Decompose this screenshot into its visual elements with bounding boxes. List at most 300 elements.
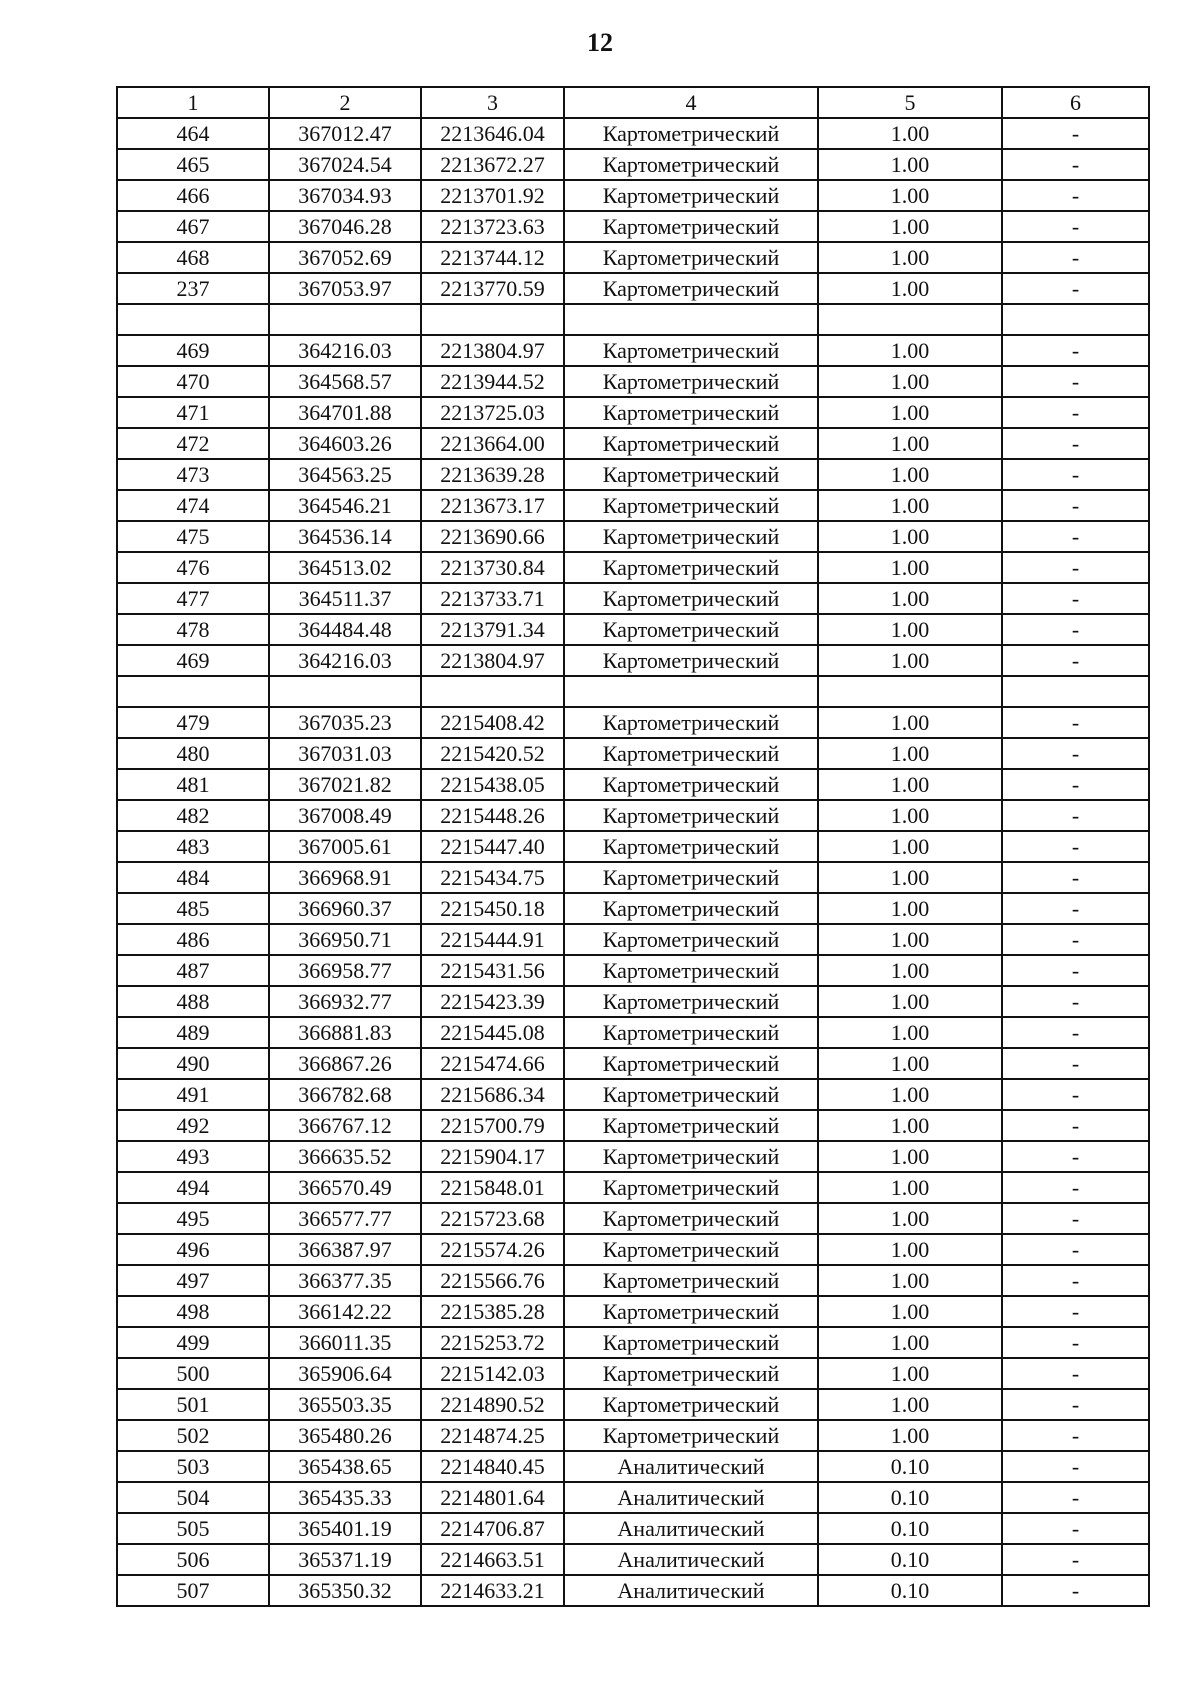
accuracy-cell: 1.00 <box>818 986 1002 1017</box>
table-row <box>117 862 1149 893</box>
method-cell: Аналитический <box>564 1451 818 1482</box>
x-coordinate-cell: 367052.69 <box>269 242 421 273</box>
table-row <box>117 1296 1149 1327</box>
table-row <box>117 893 1149 924</box>
note-cell: - <box>1002 924 1149 955</box>
accuracy-cell: 1.00 <box>818 211 1002 242</box>
method-cell: Аналитический <box>564 1513 818 1544</box>
note-cell: - <box>1002 862 1149 893</box>
x-coordinate-cell: 365435.33 <box>269 1482 421 1513</box>
table-row <box>117 242 1149 273</box>
point-number-cell: 467 <box>117 211 269 242</box>
table-row <box>117 1451 1149 1482</box>
table-row <box>117 1482 1149 1513</box>
table-row <box>117 1389 1149 1420</box>
table-row <box>117 1420 1149 1451</box>
note-cell: - <box>1002 955 1149 986</box>
accuracy-cell: 1.00 <box>818 924 1002 955</box>
x-coordinate-cell: 364563.25 <box>269 459 421 490</box>
table-row <box>117 1358 1149 1389</box>
note-cell: - <box>1002 1141 1149 1172</box>
point-number-cell: 489 <box>117 1017 269 1048</box>
x-coordinate-cell: 364546.21 <box>269 490 421 521</box>
y-coordinate-cell: 2214663.51 <box>421 1544 564 1575</box>
accuracy-cell: 1.00 <box>818 893 1002 924</box>
note-cell: - <box>1002 521 1149 552</box>
point-number-cell: 495 <box>117 1203 269 1234</box>
table-row <box>117 1172 1149 1203</box>
x-coordinate-cell: 367012.47 <box>269 118 421 149</box>
accuracy-cell: 1.00 <box>818 800 1002 831</box>
note-cell: - <box>1002 242 1149 273</box>
x-coordinate-cell: 367031.03 <box>269 738 421 769</box>
accuracy-cell: 0.10 <box>818 1544 1002 1575</box>
table-row <box>117 1234 1149 1265</box>
x-coordinate-cell: 366960.37 <box>269 893 421 924</box>
y-coordinate-cell: 2215450.18 <box>421 893 564 924</box>
table-row <box>117 149 1149 180</box>
y-coordinate-cell: 2213664.00 <box>421 428 564 459</box>
point-number-cell: 502 <box>117 1420 269 1451</box>
note-cell: - <box>1002 1482 1149 1513</box>
note-cell: - <box>1002 831 1149 862</box>
point-number-cell: 505 <box>117 1513 269 1544</box>
point-number-cell: 478 <box>117 614 269 645</box>
method-cell: Картометрический <box>564 211 818 242</box>
coordinates-table <box>116 86 1150 1607</box>
table-row <box>117 1048 1149 1079</box>
y-coordinate-cell <box>421 304 564 335</box>
method-cell: Картометрический <box>564 1420 818 1451</box>
point-number-cell: 507 <box>117 1575 269 1606</box>
method-cell: Картометрический <box>564 893 818 924</box>
accuracy-cell: 1.00 <box>818 1172 1002 1203</box>
method-cell: Аналитический <box>564 1482 818 1513</box>
method-cell: Картометрический <box>564 1203 818 1234</box>
column-header: 1 <box>117 87 269 118</box>
accuracy-cell: 1.00 <box>818 459 1002 490</box>
note-cell: - <box>1002 1575 1149 1606</box>
x-coordinate-cell: 364216.03 <box>269 335 421 366</box>
method-cell <box>564 676 818 707</box>
y-coordinate-cell: 2213744.12 <box>421 242 564 273</box>
y-coordinate-cell: 2213730.84 <box>421 552 564 583</box>
y-coordinate-cell: 2213804.97 <box>421 335 564 366</box>
accuracy-cell: 1.00 <box>818 149 1002 180</box>
note-cell <box>1002 676 1149 707</box>
point-number-cell: 474 <box>117 490 269 521</box>
point-number-cell: 473 <box>117 459 269 490</box>
accuracy-cell: 1.00 <box>818 738 1002 769</box>
point-number-cell: 472 <box>117 428 269 459</box>
note-cell: - <box>1002 738 1149 769</box>
accuracy-cell: 1.00 <box>818 521 1002 552</box>
point-number-cell: 494 <box>117 1172 269 1203</box>
method-cell: Картометрический <box>564 490 818 521</box>
point-number-cell: 497 <box>117 1265 269 1296</box>
accuracy-cell: 1.00 <box>818 552 1002 583</box>
x-coordinate-cell: 365438.65 <box>269 1451 421 1482</box>
method-cell: Картометрический <box>564 614 818 645</box>
table-row <box>117 180 1149 211</box>
note-cell: - <box>1002 180 1149 211</box>
accuracy-cell <box>818 304 1002 335</box>
accuracy-cell: 1.00 <box>818 1203 1002 1234</box>
table-row <box>117 583 1149 614</box>
accuracy-cell: 1.00 <box>818 1420 1002 1451</box>
table-row <box>117 1017 1149 1048</box>
method-cell: Картометрический <box>564 521 818 552</box>
table-row <box>117 335 1149 366</box>
x-coordinate-cell: 366577.77 <box>269 1203 421 1234</box>
table-row <box>117 1141 1149 1172</box>
note-cell: - <box>1002 552 1149 583</box>
y-coordinate-cell: 2214874.25 <box>421 1420 564 1451</box>
note-cell: - <box>1002 1420 1149 1451</box>
method-cell: Картометрический <box>564 1048 818 1079</box>
accuracy-cell: 0.10 <box>818 1575 1002 1606</box>
y-coordinate-cell: 2213791.34 <box>421 614 564 645</box>
column-header: 2 <box>269 87 421 118</box>
note-cell: - <box>1002 1327 1149 1358</box>
y-coordinate-cell: 2213639.28 <box>421 459 564 490</box>
y-coordinate-cell: 2213673.17 <box>421 490 564 521</box>
table-row <box>117 490 1149 521</box>
method-cell: Картометрический <box>564 1110 818 1141</box>
method-cell: Картометрический <box>564 397 818 428</box>
accuracy-cell: 1.00 <box>818 1079 1002 1110</box>
point-number-cell: 469 <box>117 645 269 676</box>
point-number-cell: 482 <box>117 800 269 831</box>
table-body <box>117 87 1149 1606</box>
note-cell: - <box>1002 1017 1149 1048</box>
x-coordinate-cell: 367035.23 <box>269 707 421 738</box>
y-coordinate-cell: 2213690.66 <box>421 521 564 552</box>
accuracy-cell: 1.00 <box>818 1296 1002 1327</box>
table-row <box>117 118 1149 149</box>
x-coordinate-cell: 366570.49 <box>269 1172 421 1203</box>
table-row <box>117 1265 1149 1296</box>
point-number-cell: 499 <box>117 1327 269 1358</box>
point-number-cell: 483 <box>117 831 269 862</box>
accuracy-cell: 1.00 <box>818 273 1002 304</box>
point-number-cell: 485 <box>117 893 269 924</box>
column-header: 5 <box>818 87 1002 118</box>
method-cell: Картометрический <box>564 1234 818 1265</box>
x-coordinate-cell: 364513.02 <box>269 552 421 583</box>
table-row <box>117 521 1149 552</box>
note-cell: - <box>1002 211 1149 242</box>
table-row <box>117 986 1149 1017</box>
x-coordinate-cell: 366932.77 <box>269 986 421 1017</box>
x-coordinate-cell: 367034.93 <box>269 180 421 211</box>
accuracy-cell: 1.00 <box>818 1389 1002 1420</box>
x-coordinate-cell: 365906.64 <box>269 1358 421 1389</box>
point-number-cell: 464 <box>117 118 269 149</box>
note-cell: - <box>1002 366 1149 397</box>
table-row <box>117 1513 1149 1544</box>
x-coordinate-cell: 365503.35 <box>269 1389 421 1420</box>
separator-row <box>117 676 1149 707</box>
note-cell: - <box>1002 707 1149 738</box>
method-cell: Аналитический <box>564 1575 818 1606</box>
table-row <box>117 459 1149 490</box>
table-row <box>117 366 1149 397</box>
x-coordinate-cell: 366635.52 <box>269 1141 421 1172</box>
table-row <box>117 645 1149 676</box>
method-cell: Картометрический <box>564 583 818 614</box>
y-coordinate-cell: 2213804.97 <box>421 645 564 676</box>
table-row <box>117 397 1149 428</box>
note-cell: - <box>1002 1079 1149 1110</box>
x-coordinate-cell: 364536.14 <box>269 521 421 552</box>
method-cell: Картометрический <box>564 800 818 831</box>
accuracy-cell: 0.10 <box>818 1451 1002 1482</box>
method-cell: Картометрический <box>564 955 818 986</box>
note-cell: - <box>1002 1451 1149 1482</box>
table-row <box>117 552 1149 583</box>
method-cell: Картометрический <box>564 149 818 180</box>
x-coordinate-cell: 365401.19 <box>269 1513 421 1544</box>
method-cell: Аналитический <box>564 1544 818 1575</box>
table-row <box>117 1544 1149 1575</box>
point-number-cell: 490 <box>117 1048 269 1079</box>
accuracy-cell: 1.00 <box>818 769 1002 800</box>
point-number-cell: 504 <box>117 1482 269 1513</box>
point-number-cell: 476 <box>117 552 269 583</box>
x-coordinate-cell: 366881.83 <box>269 1017 421 1048</box>
table-row <box>117 924 1149 955</box>
y-coordinate-cell: 2213725.03 <box>421 397 564 428</box>
x-coordinate-cell: 366387.97 <box>269 1234 421 1265</box>
note-cell: - <box>1002 1389 1149 1420</box>
method-cell: Картометрический <box>564 118 818 149</box>
point-number-cell: 484 <box>117 862 269 893</box>
note-cell: - <box>1002 1172 1149 1203</box>
method-cell: Картометрический <box>564 242 818 273</box>
point-number-cell: 498 <box>117 1296 269 1327</box>
y-coordinate-cell: 2215431.56 <box>421 955 564 986</box>
y-coordinate-cell: 2215566.76 <box>421 1265 564 1296</box>
note-cell: - <box>1002 800 1149 831</box>
x-coordinate-cell: 365350.32 <box>269 1575 421 1606</box>
x-coordinate-cell: 367024.54 <box>269 149 421 180</box>
accuracy-cell: 1.00 <box>818 583 1002 614</box>
method-cell: Картометрический <box>564 1141 818 1172</box>
x-coordinate-cell: 366968.91 <box>269 862 421 893</box>
accuracy-cell: 1.00 <box>818 180 1002 211</box>
y-coordinate-cell: 2213723.63 <box>421 211 564 242</box>
note-cell: - <box>1002 490 1149 521</box>
accuracy-cell: 1.00 <box>818 1048 1002 1079</box>
y-coordinate-cell: 2213944.52 <box>421 366 564 397</box>
accuracy-cell: 1.00 <box>818 366 1002 397</box>
y-coordinate-cell <box>421 676 564 707</box>
point-number-cell: 500 <box>117 1358 269 1389</box>
method-cell: Картометрический <box>564 645 818 676</box>
note-cell: - <box>1002 149 1149 180</box>
note-cell: - <box>1002 1296 1149 1327</box>
y-coordinate-cell: 2214633.21 <box>421 1575 564 1606</box>
note-cell: - <box>1002 1265 1149 1296</box>
point-number-cell: 486 <box>117 924 269 955</box>
method-cell <box>564 304 818 335</box>
y-coordinate-cell: 2214890.52 <box>421 1389 564 1420</box>
note-cell <box>1002 304 1149 335</box>
point-number-cell <box>117 676 269 707</box>
y-coordinate-cell: 2215904.17 <box>421 1141 564 1172</box>
note-cell: - <box>1002 583 1149 614</box>
method-cell: Картометрический <box>564 831 818 862</box>
table-row <box>117 1110 1149 1141</box>
method-cell: Картометрический <box>564 1079 818 1110</box>
table-row <box>117 1327 1149 1358</box>
x-coordinate-cell: 365480.26 <box>269 1420 421 1451</box>
note-cell: - <box>1002 273 1149 304</box>
accuracy-cell: 1.00 <box>818 645 1002 676</box>
table-row <box>117 614 1149 645</box>
y-coordinate-cell: 2215253.72 <box>421 1327 564 1358</box>
page-number: 12 <box>587 28 613 57</box>
column-header: 4 <box>564 87 818 118</box>
note-cell: - <box>1002 397 1149 428</box>
x-coordinate-cell: 366142.22 <box>269 1296 421 1327</box>
note-cell: - <box>1002 1544 1149 1575</box>
point-number-cell: 477 <box>117 583 269 614</box>
method-cell: Картометрический <box>564 1327 818 1358</box>
point-number-cell: 466 <box>117 180 269 211</box>
method-cell: Картометрический <box>564 862 818 893</box>
accuracy-cell: 1.00 <box>818 1327 1002 1358</box>
note-cell: - <box>1002 769 1149 800</box>
note-cell: - <box>1002 428 1149 459</box>
accuracy-cell: 1.00 <box>818 1234 1002 1265</box>
y-coordinate-cell: 2215574.26 <box>421 1234 564 1265</box>
point-number-cell: 237 <box>117 273 269 304</box>
method-cell: Картометрический <box>564 180 818 211</box>
accuracy-cell: 1.00 <box>818 242 1002 273</box>
x-coordinate-cell: 366950.71 <box>269 924 421 955</box>
point-number-cell: 491 <box>117 1079 269 1110</box>
note-cell: - <box>1002 645 1149 676</box>
x-coordinate-cell: 364568.57 <box>269 366 421 397</box>
accuracy-cell: 0.10 <box>818 1513 1002 1544</box>
method-cell: Картометрический <box>564 366 818 397</box>
x-coordinate-cell: 365371.19 <box>269 1544 421 1575</box>
y-coordinate-cell: 2214840.45 <box>421 1451 564 1482</box>
x-coordinate-cell: 366782.68 <box>269 1079 421 1110</box>
y-coordinate-cell: 2215434.75 <box>421 862 564 893</box>
y-coordinate-cell: 2213646.04 <box>421 118 564 149</box>
y-coordinate-cell: 2213770.59 <box>421 273 564 304</box>
point-number-cell: 465 <box>117 149 269 180</box>
x-coordinate-cell: 366011.35 <box>269 1327 421 1358</box>
table-row <box>117 273 1149 304</box>
accuracy-cell: 1.00 <box>818 1141 1002 1172</box>
accuracy-cell: 1.00 <box>818 1265 1002 1296</box>
y-coordinate-cell: 2215686.34 <box>421 1079 564 1110</box>
y-coordinate-cell: 2215420.52 <box>421 738 564 769</box>
x-coordinate-cell: 366867.26 <box>269 1048 421 1079</box>
accuracy-cell: 1.00 <box>818 1358 1002 1389</box>
y-coordinate-cell: 2215447.40 <box>421 831 564 862</box>
y-coordinate-cell: 2215474.66 <box>421 1048 564 1079</box>
point-number-cell: 469 <box>117 335 269 366</box>
accuracy-cell: 1.00 <box>818 831 1002 862</box>
y-coordinate-cell: 2213701.92 <box>421 180 564 211</box>
x-coordinate-cell: 366958.77 <box>269 955 421 986</box>
point-number-cell: 480 <box>117 738 269 769</box>
x-coordinate-cell: 367008.49 <box>269 800 421 831</box>
note-cell: - <box>1002 1358 1149 1389</box>
table-row <box>117 211 1149 242</box>
x-coordinate-cell <box>269 304 421 335</box>
table-row <box>117 428 1149 459</box>
x-coordinate-cell: 366767.12 <box>269 1110 421 1141</box>
accuracy-cell: 1.00 <box>818 955 1002 986</box>
x-coordinate-cell: 364216.03 <box>269 645 421 676</box>
accuracy-cell: 1.00 <box>818 335 1002 366</box>
accuracy-cell: 1.00 <box>818 707 1002 738</box>
method-cell: Картометрический <box>564 924 818 955</box>
x-coordinate-cell: 367005.61 <box>269 831 421 862</box>
column-header: 6 <box>1002 87 1149 118</box>
note-cell: - <box>1002 459 1149 490</box>
y-coordinate-cell: 2215848.01 <box>421 1172 564 1203</box>
note-cell: - <box>1002 614 1149 645</box>
method-cell: Картометрический <box>564 1358 818 1389</box>
note-cell: - <box>1002 1234 1149 1265</box>
table-row <box>117 1203 1149 1234</box>
accuracy-cell: 1.00 <box>818 614 1002 645</box>
point-number-cell: 501 <box>117 1389 269 1420</box>
accuracy-cell: 1.00 <box>818 118 1002 149</box>
y-coordinate-cell: 2213672.27 <box>421 149 564 180</box>
y-coordinate-cell: 2215445.08 <box>421 1017 564 1048</box>
method-cell: Картометрический <box>564 707 818 738</box>
table-row <box>117 1575 1149 1606</box>
point-number-cell: 479 <box>117 707 269 738</box>
y-coordinate-cell: 2215408.42 <box>421 707 564 738</box>
method-cell: Картометрический <box>564 1172 818 1203</box>
accuracy-cell: 1.00 <box>818 862 1002 893</box>
table-row <box>117 769 1149 800</box>
point-number-cell <box>117 304 269 335</box>
accuracy-cell: 0.10 <box>818 1482 1002 1513</box>
point-number-cell: 496 <box>117 1234 269 1265</box>
x-coordinate-cell: 367021.82 <box>269 769 421 800</box>
note-cell: - <box>1002 893 1149 924</box>
x-coordinate-cell <box>269 676 421 707</box>
accuracy-cell: 1.00 <box>818 397 1002 428</box>
point-number-cell: 475 <box>117 521 269 552</box>
table-row <box>117 707 1149 738</box>
point-number-cell: 471 <box>117 397 269 428</box>
note-cell: - <box>1002 1513 1149 1544</box>
y-coordinate-cell: 2215700.79 <box>421 1110 564 1141</box>
x-coordinate-cell: 367053.97 <box>269 273 421 304</box>
accuracy-cell: 1.00 <box>818 1017 1002 1048</box>
table-header-row <box>117 87 1149 118</box>
point-number-cell: 503 <box>117 1451 269 1482</box>
table-row <box>117 738 1149 769</box>
column-header: 3 <box>421 87 564 118</box>
table-row <box>117 955 1149 986</box>
separator-row <box>117 304 1149 335</box>
accuracy-cell: 1.00 <box>818 428 1002 459</box>
accuracy-cell: 1.00 <box>818 490 1002 521</box>
method-cell: Картометрический <box>564 552 818 583</box>
